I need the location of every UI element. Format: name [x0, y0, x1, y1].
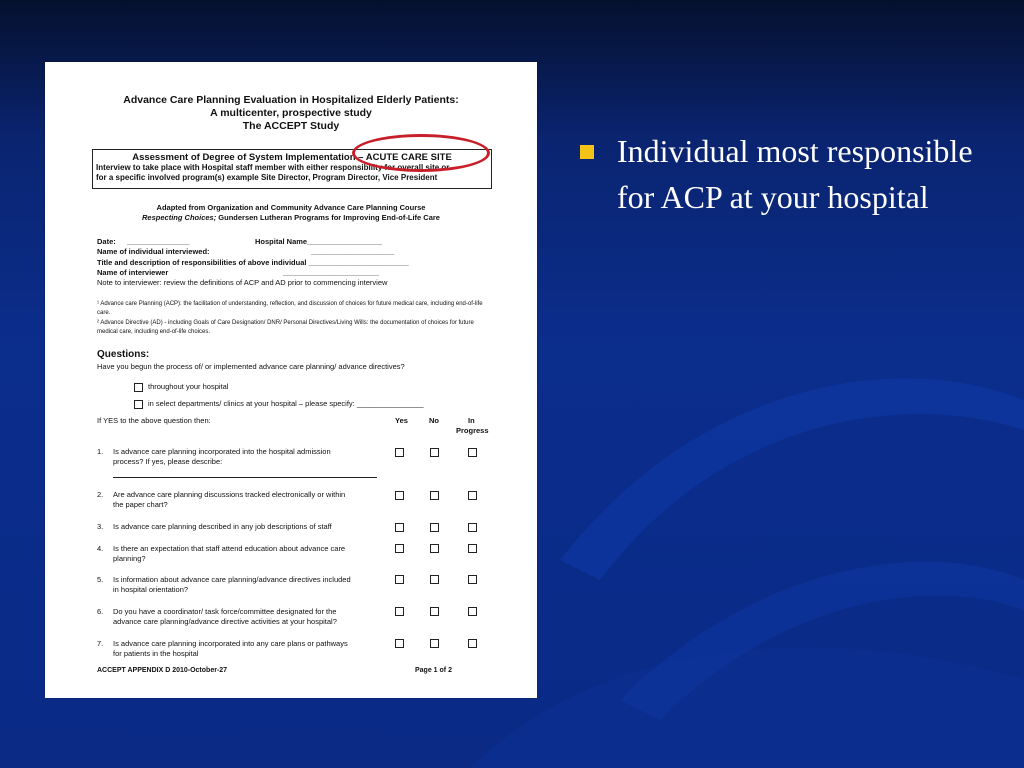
q5-no-checkbox[interactable]	[430, 575, 439, 584]
document-page	[45, 62, 537, 698]
interviewer-note: Note to interviewer: review the definitions of ACP and AD prior to commencing interview	[97, 278, 388, 287]
q6-progress-checkbox[interactable]	[468, 607, 477, 616]
title-desc-label: Title and description of responsibilities of above individual ________________________	[97, 258, 409, 267]
col-progress-header: Progress	[456, 426, 489, 435]
highlight-ring	[352, 134, 490, 172]
q7-yes-checkbox[interactable]	[395, 639, 404, 648]
question-7-text: Is advance care planning incorporated into any care plans or pathways for patients in the hospital	[113, 639, 348, 658]
q3-progress-checkbox[interactable]	[468, 523, 477, 532]
q3-yes-checkbox[interactable]	[395, 523, 404, 532]
question-5-number: 5.	[97, 575, 104, 584]
q1-yes-checkbox[interactable]	[395, 448, 404, 457]
bullet-text: Individual most responsible for ACP at your hospital	[617, 133, 973, 215]
question-4-text: Is there an expectation that staff attend education about advance care planning?	[113, 544, 346, 563]
question-3-number: 3.	[97, 522, 104, 531]
q4-no-checkbox[interactable]	[430, 544, 439, 553]
box-line-2: for a specific involved program(s) example Site Director, Program Director, Vice President	[96, 173, 438, 182]
footer-appendix: ACCEPT APPENDIX D 2010-October-27	[97, 667, 228, 674]
box-line-1: Interview to take place with Hospital staff member with either responsibility for overall site or	[96, 163, 450, 172]
option-throughout-label: throughout your hospital	[148, 382, 229, 391]
individual-label: Name of individual interviewed:	[97, 247, 210, 256]
q2-no-checkbox[interactable]	[430, 491, 439, 500]
questions-intro: Have you begun the process of/ or implemented advance care planning/ advance directives?	[97, 362, 405, 371]
q6-no-checkbox[interactable]	[430, 607, 439, 616]
adapted-line-2: Respecting Choices; Gundersen Lutheran Programs for Improving End-of-Life Care	[142, 213, 440, 222]
q6-yes-checkbox[interactable]	[395, 607, 404, 616]
q4-progress-checkbox[interactable]	[468, 544, 477, 553]
footnote-acp: ¹ Advance care Planning (ACP): the facilitation of understanding, reflection, and discussion of choices for future medical care, including end-of-life care.	[97, 301, 483, 316]
q1-progress-checkbox[interactable]	[468, 448, 477, 457]
box-heading: Assessment of Degree of System Implementation – ACUTE CARE SITE	[132, 152, 452, 163]
q5-yes-checkbox[interactable]	[395, 575, 404, 584]
option-select-label: in select departments/ clinics at your hospital – please specify: ________________	[148, 399, 424, 408]
footer-page-number: Page 1 of 2	[415, 667, 452, 674]
question-3-text: Is advance care planning described in any job descriptions of staff	[113, 522, 332, 531]
hospital-name-label: Hospital Name__________________	[255, 237, 383, 246]
q3-no-checkbox[interactable]	[430, 523, 439, 532]
question-6-number: 6.	[97, 607, 104, 616]
document-title: Advance Care Planning Evaluation in Hospitalized Elderly Patients: A multicenter, prospective study The ACCEPT Study	[123, 94, 459, 132]
question-7-number: 7.	[97, 639, 104, 648]
question-5-text: Is information about advance care planning/advance directives included in hospital orientation?	[113, 575, 351, 594]
q1-no-checkbox[interactable]	[430, 448, 439, 457]
date-label: Date:	[97, 237, 116, 246]
question-1-text: Is advance care planning incorporated into the hospital admission process? If yes, please describe:	[113, 447, 331, 466]
question-1-answer-line	[113, 477, 377, 478]
interviewer-blank: _______________________	[283, 268, 379, 277]
individual-blank: ____________________	[311, 247, 395, 256]
q5-progress-checkbox[interactable]	[468, 575, 477, 584]
question-6-text: Do you have a coordinator/ task force/committee designated for the advance care planning/advance directive activities at your hospital?	[113, 607, 337, 626]
adapted-line-1: Adapted from Organization and Community Advance Care Planning Course	[156, 203, 426, 212]
option-select-checkbox[interactable]	[134, 400, 143, 409]
question-4-number: 4.	[97, 544, 104, 553]
q2-yes-checkbox[interactable]	[395, 491, 404, 500]
question-2-text: Are advance care planning discussions tracked electronically or within the paper chart?	[113, 490, 346, 509]
bullet-marker-icon	[580, 145, 594, 159]
q4-yes-checkbox[interactable]	[395, 544, 404, 553]
question-1-number: 1.	[97, 447, 104, 456]
date-blank: _______________	[127, 237, 190, 246]
col-no-header: No	[429, 416, 439, 425]
col-in-header: In	[468, 416, 475, 425]
question-2-number: 2.	[97, 490, 104, 499]
questions-heading: Questions:	[97, 349, 150, 360]
if-yes-label: If YES to the above question then:	[97, 416, 211, 425]
q2-progress-checkbox[interactable]	[468, 491, 477, 500]
col-yes-header: Yes	[395, 416, 408, 425]
interviewer-label: Name of interviewer	[97, 268, 169, 277]
option-throughout-checkbox[interactable]	[134, 383, 143, 392]
q7-no-checkbox[interactable]	[430, 639, 439, 648]
footnote-ad: ² Advance Directive (AD) - including Goals of Care Designation/ DNR/ Personal Directives/Living Wills: the documentation of choices for future medical care, including end-of-life choices.	[97, 320, 474, 335]
q7-progress-checkbox[interactable]	[468, 639, 477, 648]
